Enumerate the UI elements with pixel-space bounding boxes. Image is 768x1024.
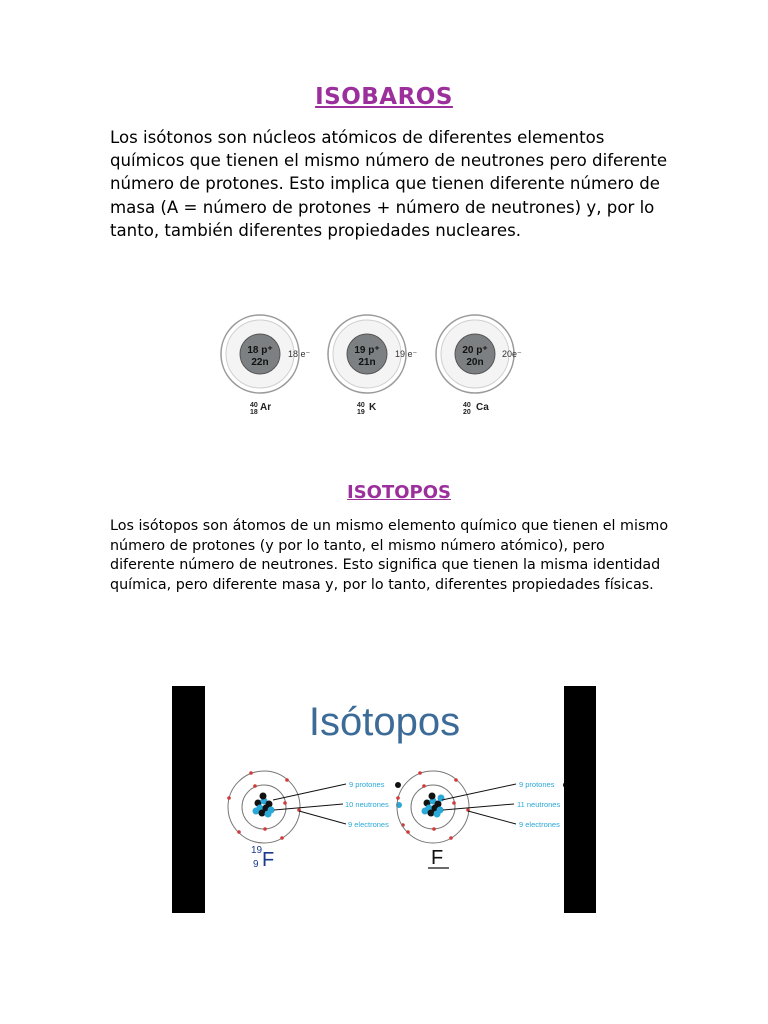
atom-neutrons: 21n [358, 357, 376, 368]
atom-electrons: 19 e⁻ [395, 349, 418, 359]
atom-symbol: K [369, 402, 377, 413]
nucleus [253, 793, 275, 818]
isotope-left [227, 771, 405, 871]
atom-neutrons: 22n [251, 357, 269, 368]
atom-symbol: Ar [260, 402, 272, 413]
isobaros-heading: ISOBAROS [315, 84, 453, 110]
atom-mass: 40 [463, 402, 471, 409]
atom-mass: 40 [357, 402, 365, 409]
nucleus [422, 793, 445, 818]
atom-calcium [436, 315, 522, 416]
atom-protons: 18 p⁺ [247, 345, 273, 356]
mass-number: 19 [251, 845, 263, 856]
neutrons-label: 11 neutrones [517, 800, 561, 809]
element-symbol: F [262, 849, 275, 871]
isotopos-paragraph: Los isótopos son átomos de un mismo elemento químico que tienen el mismo número de protones (y por lo tanto, el mismo número atómico), pero diferente número de neutrones. Esto significa que tienen la misma identidad química, pero diferente masa y, por lo tanto, diferentes propiedades físicas. [110, 518, 669, 593]
atom-symbol: Ca [476, 402, 489, 413]
isotopes-slide [205, 686, 564, 913]
atomic-number: 9 [253, 859, 259, 870]
protons-label: 9 protones [349, 780, 385, 789]
isotopes-figure [172, 686, 596, 913]
atom-argon [221, 315, 311, 416]
right-black-band [564, 686, 596, 913]
electrons-label: 9 electrones [519, 820, 560, 829]
atom-number: 19 [357, 409, 365, 416]
atom-number: 20 [463, 409, 471, 416]
isotope-right [396, 771, 564, 869]
left-black-band [172, 686, 205, 913]
isotopes-title: Isótopos [308, 700, 461, 744]
atom-protons: 19 p⁺ [354, 345, 380, 356]
atom-number: 18 [250, 409, 258, 416]
electrons-label: 9 electrones [348, 820, 389, 829]
neutrons-label: 10 neutrones [345, 800, 389, 809]
atom-protons: 20 p⁺ [462, 345, 488, 356]
protons-label: 9 protones [519, 780, 555, 789]
isotopes-diagram [205, 686, 564, 913]
atom-electrons: 18 e⁻ [288, 349, 311, 359]
isobars-diagram [200, 278, 545, 438]
atom-potassium [328, 315, 418, 416]
atom-neutrons: 20n [466, 357, 484, 368]
isobaros-paragraph: Los isótonos son núcleos atómicos de diferentes elementos químicos que tienen el mismo número de neutrones pero diferente número de protones. Esto implica que tienen diferente número de masa (A = número de protones + número de neutrones) y, por lo tanto, también diferentes propiedades nucleares. [110, 128, 668, 240]
atom-mass: 40 [250, 402, 258, 409]
isotopos-heading: ISOTOPOS [347, 482, 452, 503]
element-symbol: F [431, 847, 444, 869]
atom-electrons: 20e⁻ [502, 349, 522, 359]
